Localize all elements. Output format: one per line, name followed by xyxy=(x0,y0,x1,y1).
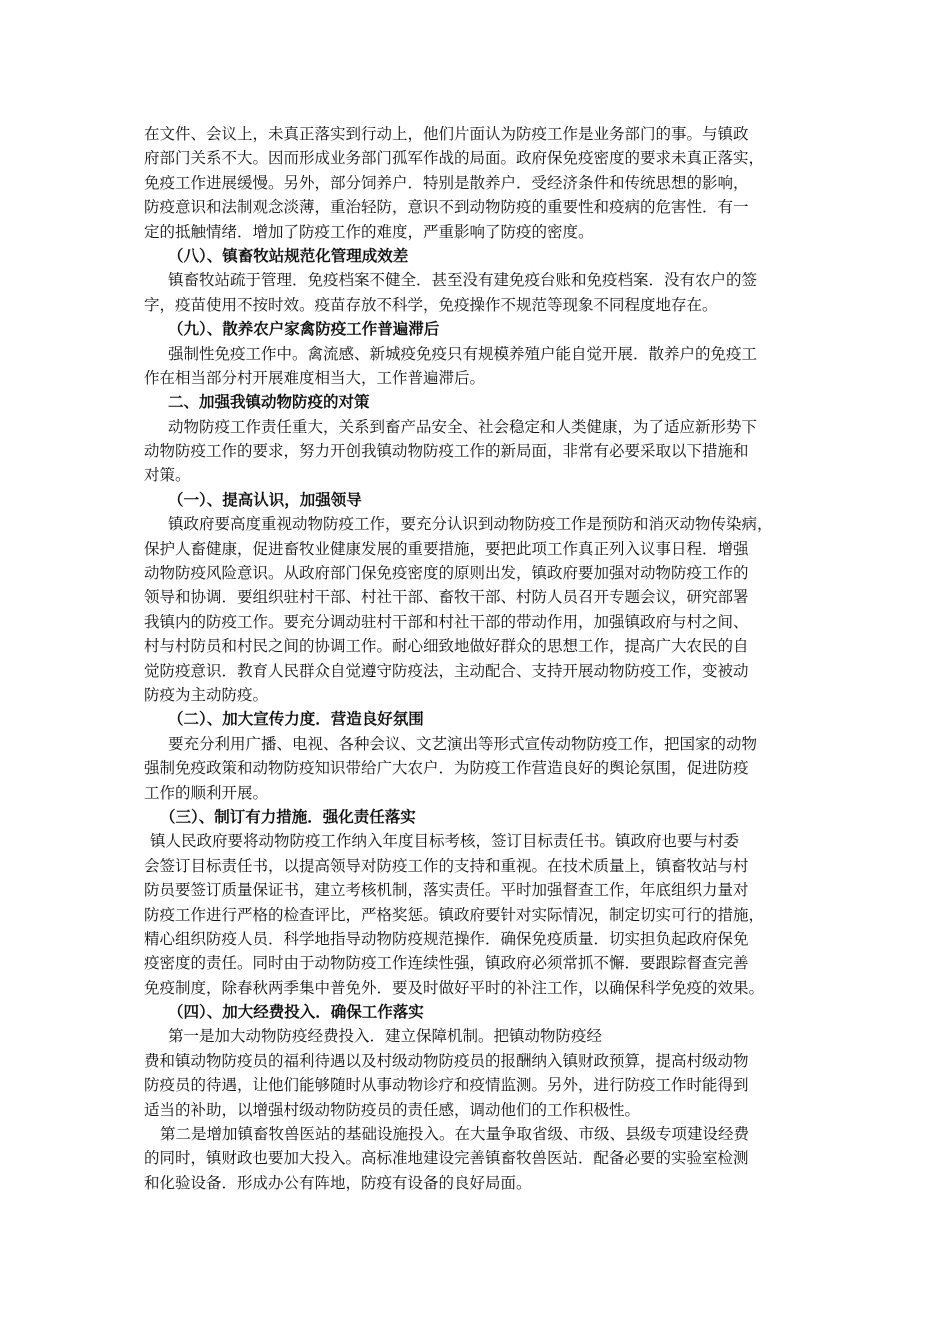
paragraph-line: 在文件、会议上，未真正落实到行动上，他们片面认为防疫工作是业务部门的事。与镇政 xyxy=(144,125,749,143)
paragraph-line: 强制免疫政策和动物防疫知识带给广大农户．为防疫工作营造良好的舆论氛围，促进防疫 xyxy=(144,759,749,778)
section-heading: （三）、制订有力措施．强化责任落实 xyxy=(160,806,416,826)
section-heading: （一）、提高认识，加强领导 xyxy=(168,489,362,509)
paragraph-line: 作在相当部分村开展难度相当大，工作普遍滞后。 xyxy=(144,368,486,387)
paragraph-line: 防员要签订质量保证书，建立考核机制，落实责任。平时加强督查工作，年底组织力量对 xyxy=(144,881,749,900)
paragraph-line: 免疫制度，除春秋两季集中普免外．要及时做好平时的补注工作，以确保科学免疫的效果。 xyxy=(144,978,765,997)
paragraph-line: 疫密度的责任。同时由于动物防疫工作连续性强，镇政府必须常抓不懈．要跟踪督查完善 xyxy=(144,954,749,973)
section-heading: （八）、镇畜牧站规范化管理成效差 xyxy=(168,245,409,265)
paragraph-line: 费和镇动物防疫员的福利待遇以及村级动物防疫员的报酬纳入镇财政预算，提高村级动物 xyxy=(144,1051,749,1070)
paragraph-line: 觉防疫意识．教育人民群众自觉遵守防疫法，主动配合、支持开展动物防疫工作，变被动 xyxy=(144,661,749,680)
paragraph-line: 府部门关系不大。因而形成业务部门孤军作战的局面。政府保免疫密度的要求未真正落实， xyxy=(144,149,765,168)
paragraph-line: 防疫工作进行严格的检查评比，严格奖惩。镇政府要针对实际情况，制定切实可行的措施， xyxy=(144,905,765,924)
paragraph-line: 字，疫苗使用不按时效。疫苗存放不科学，免疫操作不规范等现象不同程度地存在。 xyxy=(144,295,718,314)
paragraph-line: 和化验设备．形成办公有阵地，防疫有设备的良好局面。 xyxy=(144,1173,532,1192)
paragraph-line: 镇畜牧站疏于管理．免疫档案不健全．甚至没有建免疫台账和免疫档案．没有农户的签 xyxy=(168,271,758,290)
paragraph-line: 免疫工作进展缓慢。另外，部分饲养户．特别是散养户．受经济条件和传统思想的影响， xyxy=(144,173,749,192)
paragraph-line: 第一是加大动物防疫经费投入．建立保障机制。把镇动物防疫经 xyxy=(168,1027,603,1046)
paragraph-line: 要充分利用广播、电视、各种会议、文艺演出等形式宣传动物防疫工作，把国家的动物 xyxy=(168,734,758,753)
paragraph-line: 的同时，镇财政也要加大投入。高标准地建设完善镇畜牧兽医站．配备必要的实验室检测 xyxy=(144,1149,749,1168)
paragraph-line: 保护人畜健康，促进畜牧业健康发展的重要措施，要把此项工作真正列入议事日程．增强 xyxy=(144,539,749,558)
paragraph-line: 动物防疫工作的要求，努力开创我镇动物防疫工作的新局面，非常有必要采取以下措施和 xyxy=(144,442,749,461)
document-body xyxy=(144,122,814,1195)
paragraph-line: 动物防疫工作责任重大，关系到畜产品安全、社会稳定和人类健康，为了适应新形势下 xyxy=(168,417,758,436)
paragraph-line: 防疫为主动防疫。 xyxy=(144,685,269,704)
section-heading: （四）、加大经费投入．确保工作落实 xyxy=(168,1002,424,1022)
paragraph-line: 镇人民政府要将动物防疫工作纳入年度目标考核，签订目标责任书。镇政府也要与村委 xyxy=(150,832,740,851)
paragraph-line: 动物防疫风险意识。从政府部门保免疫密度的原则出发，镇政府要加强对动物防疫工作的 xyxy=(144,564,749,583)
paragraph-line: 领导和协调．要组织驻村干部、村社干部、畜牧干部、村防人员召开专题会议，研究部署 xyxy=(144,588,749,607)
paragraph-line: 防疫员的待遇，让他们能够随时从事动物诊疗和疫情监测。另外，进行防疫工作时能得到 xyxy=(144,1076,749,1095)
paragraph-line: 镇政府要高度重视动物防疫工作，要充分认识到动物防疫工作是预防和消灭动物传染病， xyxy=(168,515,773,534)
section-heading: 二、加强我镇动物防疫的对策 xyxy=(168,392,370,412)
paragraph-line: 防疫意识和法制观念淡薄，重治轻防，意识不到动物防疫的重要性和疫病的危害性．有一 xyxy=(144,198,749,217)
paragraph-line: 适当的补助，以增强村级动物防疫员的责任感，调动他们的工作积极性。 xyxy=(144,1100,641,1119)
paragraph-line: 村与村防员和村民之间的协调工作。耐心细致地做好群众的思想工作，提高广大农民的自 xyxy=(144,637,749,656)
paragraph-line: 定的抵触情绪．增加了防疫工作的难度，严重影响了防疫的密度。 xyxy=(144,222,594,241)
section-heading: （二）、加大宣传力度．营造良好氛围 xyxy=(168,709,424,729)
section-heading: （九）、散养农户家禽防疫工作普遍滞后 xyxy=(168,319,440,339)
paragraph-line: 我镇内的防疫工作。要充分调动驻村干部和村社干部的带动作用，加强镇政府与村之间、 xyxy=(144,612,749,631)
paragraph-line: 会签订目标责任书，以提高领导对防疫工作的支持和重视。在技术质量上，镇畜牧站与村 xyxy=(144,856,749,875)
paragraph-line: 对策。 xyxy=(144,466,191,485)
paragraph-line: 精心组织防疫人员．科学地指导动物防疫规范操作．确保免疫质量．切实担负起政府保免 xyxy=(144,929,749,948)
paragraph-line: 第二是增加镇畜牧兽医站的基础设施投入。在大量争取省级、市级、县级专项建设经费 xyxy=(160,1125,750,1144)
paragraph-line: 工作的顺利开展。 xyxy=(144,783,269,802)
paragraph-line: 强制性免疫工作中。禽流感、新城疫免疫只有规模养殖户能自觉开展．散养户的免疫工 xyxy=(168,344,758,363)
